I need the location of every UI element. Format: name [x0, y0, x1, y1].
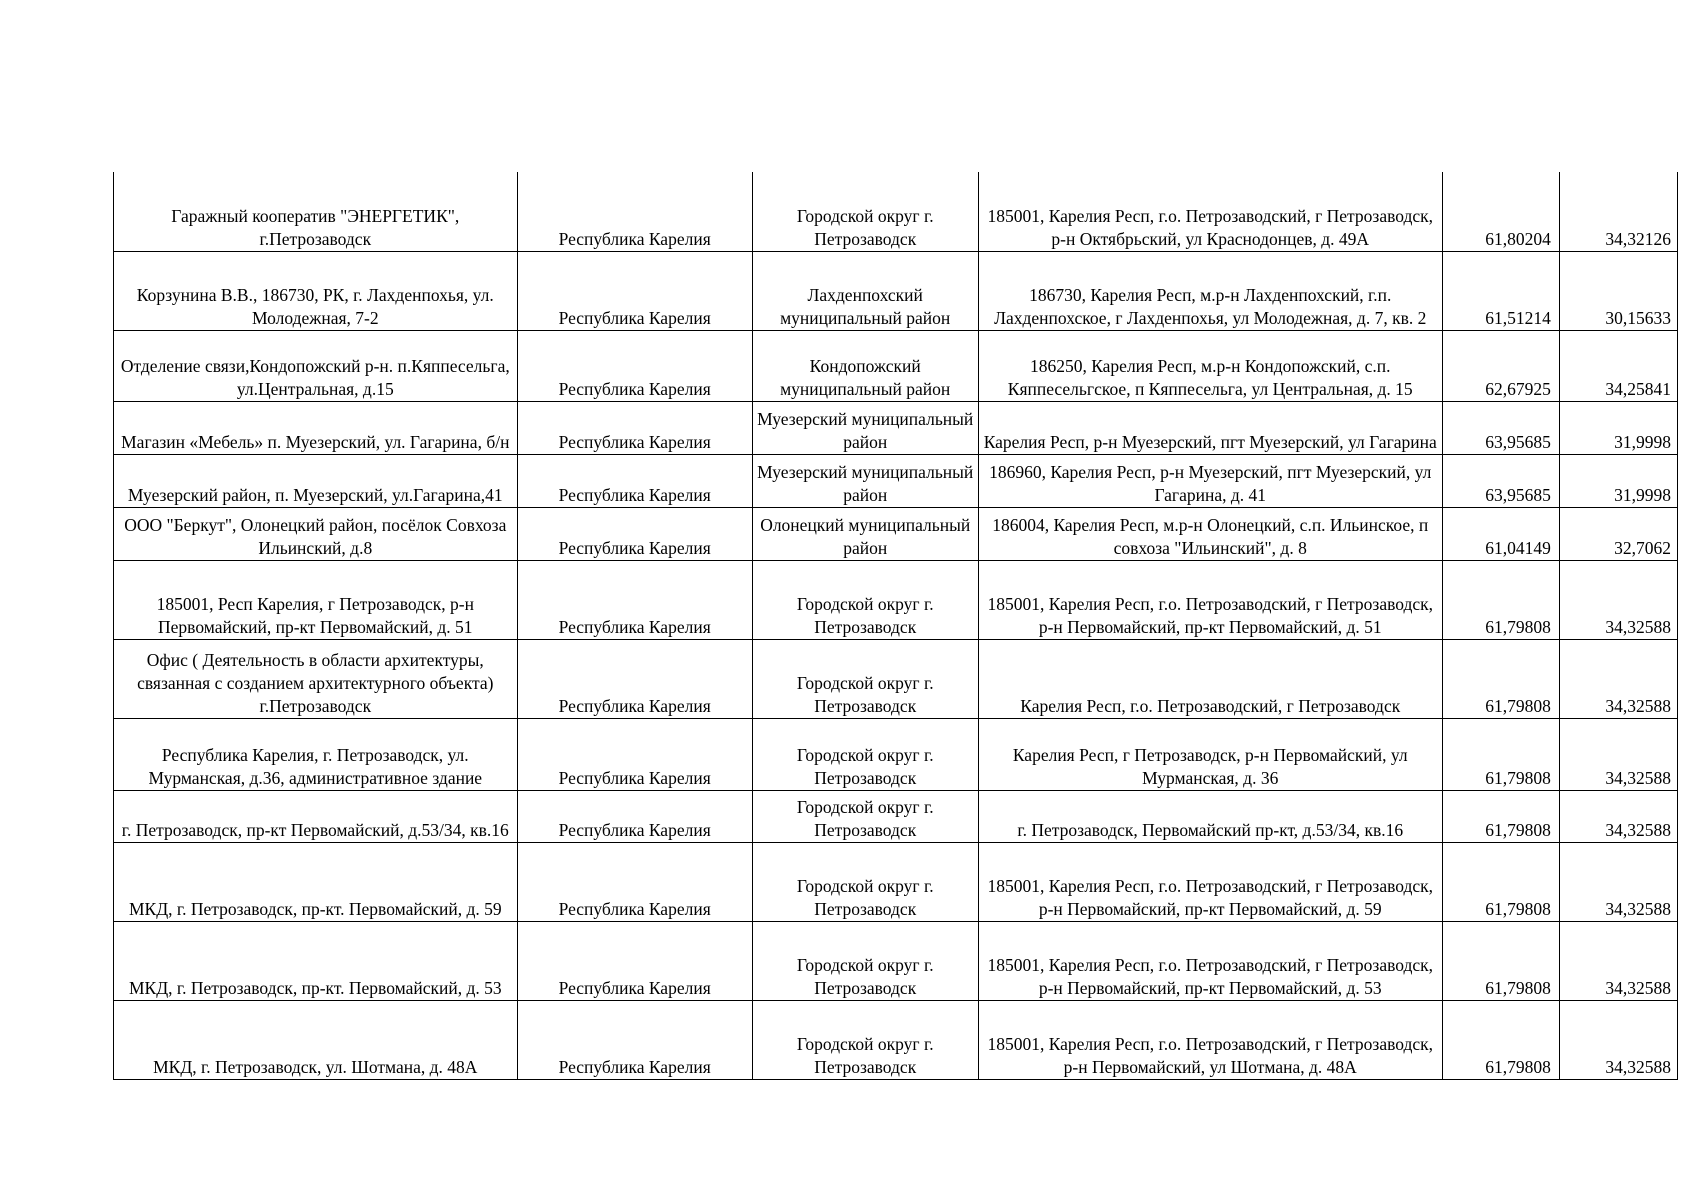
longitude-cell: 34,32588 — [1559, 842, 1677, 921]
municipality-cell: Кондопожский муниципальный район — [752, 330, 978, 401]
registry-table — [113, 172, 1678, 1080]
region-cell: Республика Карелия — [517, 842, 752, 921]
table-row — [114, 401, 1678, 454]
municipality-cell: Муезерский муниципальный район — [752, 454, 978, 507]
municipality-cell: Городской округ г. Петрозаводск — [752, 790, 978, 842]
address-cell: 185001, Карелия Респ, г.о. Петрозаводский, г Петрозаводск, р-н Первомайский, пр-кт Первомайский, д. 53 — [978, 921, 1442, 1000]
table-row — [114, 790, 1678, 842]
longitude-cell: 34,32588 — [1559, 921, 1677, 1000]
address-cell: 186250, Карелия Респ, м.р-н Кондопожский, с.п. Кяппесельгское, п Кяппесельга, ул Центральная, д. 15 — [978, 330, 1442, 401]
region-cell: Республика Карелия — [517, 251, 752, 330]
municipality-cell: Городской округ г. Петрозаводск — [752, 560, 978, 639]
longitude-cell: 34,32588 — [1559, 639, 1677, 718]
municipality-cell: Лахденпохский муниципальный район — [752, 251, 978, 330]
municipality-cell: Городской округ г. Петрозаводск — [752, 921, 978, 1000]
address-cell: Карелия Респ, р-н Муезерский, пгт Муезерский, ул Гагарина — [978, 401, 1442, 454]
region-cell: Республика Карелия — [517, 921, 752, 1000]
table-row — [114, 842, 1678, 921]
latitude-cell: 63,95685 — [1442, 401, 1559, 454]
latitude-cell: 61,79808 — [1442, 790, 1559, 842]
table-row — [114, 454, 1678, 507]
object-name-cell: Гаражный кооператив "ЭНЕРГЕТИК", г.Петрозаводск — [114, 172, 518, 251]
region-cell: Республика Карелия — [517, 172, 752, 251]
address-cell: 185001, Карелия Респ, г.о. Петрозаводский, г Петрозаводск, р-н Первомайский, ул Шотмана, д. 48А — [978, 1000, 1442, 1079]
table-row — [114, 921, 1678, 1000]
region-cell: Республика Карелия — [517, 454, 752, 507]
object-name-cell: Офис ( Деятельность в области архитектуры, связанная с созданием архитектурного объекта) г.Петрозаводск — [114, 639, 518, 718]
address-cell: г. Петрозаводск, Первомайский пр-кт, д.53/34, кв.16 — [978, 790, 1442, 842]
table-row — [114, 639, 1678, 718]
longitude-cell: 31,9998 — [1559, 401, 1677, 454]
address-cell: 185001, Карелия Респ, г.о. Петрозаводский, г Петрозаводск, р-н Первомайский, пр-кт Первомайский, д. 51 — [978, 560, 1442, 639]
object-name-cell: Республика Карелия, г. Петрозаводск, ул. Мурманская, д.36, административное здание — [114, 718, 518, 790]
region-cell: Республика Карелия — [517, 330, 752, 401]
latitude-cell: 61,79808 — [1442, 1000, 1559, 1079]
table-row — [114, 718, 1678, 790]
object-name-cell: 185001, Респ Карелия, г Петрозаводск, р-н Первомайский, пр-кт Первомайский, д. 51 — [114, 560, 518, 639]
longitude-cell: 34,32588 — [1559, 560, 1677, 639]
latitude-cell: 63,95685 — [1442, 454, 1559, 507]
municipality-cell: Городской округ г. Петрозаводск — [752, 172, 978, 251]
object-name-cell: г. Петрозаводск, пр-кт Первомайский, д.53/34, кв.16 — [114, 790, 518, 842]
address-cell: 186004, Карелия Респ, м.р-н Олонецкий, с.п. Ильинское, п совхоза "Ильинский", д. 8 — [978, 507, 1442, 560]
object-name-cell: МКД, г. Петрозаводск, ул. Шотмана, д. 48А — [114, 1000, 518, 1079]
longitude-cell: 32,7062 — [1559, 507, 1677, 560]
municipality-cell: Городской округ г. Петрозаводск — [752, 639, 978, 718]
municipality-cell: Муезерский муниципальный район — [752, 401, 978, 454]
latitude-cell: 61,79808 — [1442, 560, 1559, 639]
longitude-cell: 34,32126 — [1559, 172, 1677, 251]
latitude-cell: 61,04149 — [1442, 507, 1559, 560]
municipality-cell: Городской округ г. Петрозаводск — [752, 718, 978, 790]
table-row — [114, 507, 1678, 560]
longitude-cell: 34,25841 — [1559, 330, 1677, 401]
latitude-cell: 61,80204 — [1442, 172, 1559, 251]
table-row — [114, 1000, 1678, 1079]
longitude-cell: 31,9998 — [1559, 454, 1677, 507]
table-row — [114, 251, 1678, 330]
latitude-cell: 61,51214 — [1442, 251, 1559, 330]
address-cell: Карелия Респ, г.о. Петрозаводский, г Петрозаводск — [978, 639, 1442, 718]
latitude-cell: 61,79808 — [1442, 842, 1559, 921]
address-cell: 185001, Карелия Респ, г.о. Петрозаводский, г Петрозаводск, р-н Первомайский, пр-кт Первомайский, д. 59 — [978, 842, 1442, 921]
longitude-cell: 34,32588 — [1559, 718, 1677, 790]
longitude-cell: 34,32588 — [1559, 1000, 1677, 1079]
longitude-cell: 30,15633 — [1559, 251, 1677, 330]
region-cell: Республика Карелия — [517, 560, 752, 639]
table-row — [114, 560, 1678, 639]
object-name-cell: Отделение связи,Кондопожский р-н. п.Кяппесельга, ул.Центральная, д.15 — [114, 330, 518, 401]
table-row — [114, 330, 1678, 401]
region-cell: Республика Карелия — [517, 718, 752, 790]
address-cell: Карелия Респ, г Петрозаводск, р-н Первомайский, ул Мурманская, д. 36 — [978, 718, 1442, 790]
region-cell: Республика Карелия — [517, 790, 752, 842]
table-row — [114, 172, 1678, 251]
object-name-cell: МКД, г. Петрозаводск, пр-кт. Первомайский, д. 53 — [114, 921, 518, 1000]
region-cell: Республика Карелия — [517, 401, 752, 454]
object-name-cell: МКД, г. Петрозаводск, пр-кт. Первомайский, д. 59 — [114, 842, 518, 921]
object-name-cell: Муезерский район, п. Муезерский, ул.Гагарина,41 — [114, 454, 518, 507]
municipality-cell: Городской округ г. Петрозаводск — [752, 1000, 978, 1079]
object-name-cell: Корзунина В.В., 186730, РК, г. Лахденпохья, ул. Молодежная, 7-2 — [114, 251, 518, 330]
latitude-cell: 62,67925 — [1442, 330, 1559, 401]
address-cell: 186960, Карелия Респ, р-н Муезерский, пгт Муезерский, ул Гагарина, д. 41 — [978, 454, 1442, 507]
municipality-cell: Олонецкий муниципальный район — [752, 507, 978, 560]
region-cell: Республика Карелия — [517, 639, 752, 718]
address-cell: 186730, Карелия Респ, м.р-н Лахденпохский, г.п. Лахденпохское, г Лахденпохья, ул Молодежная, д. 7, кв. 2 — [978, 251, 1442, 330]
latitude-cell: 61,79808 — [1442, 639, 1559, 718]
address-cell: 185001, Карелия Респ, г.о. Петрозаводский, г Петрозаводск, р-н Октябрьский, ул Краснодонцев, д. 49А — [978, 172, 1442, 251]
object-name-cell: Магазин «Мебель» п. Муезерский, ул. Гагарина, б/н — [114, 401, 518, 454]
latitude-cell: 61,79808 — [1442, 718, 1559, 790]
region-cell: Республика Карелия — [517, 1000, 752, 1079]
object-name-cell: ООО "Беркут", Олонецкий район, посёлок Совхоза Ильинский, д.8 — [114, 507, 518, 560]
municipality-cell: Городской округ г. Петрозаводск — [752, 842, 978, 921]
longitude-cell: 34,32588 — [1559, 790, 1677, 842]
latitude-cell: 61,79808 — [1442, 921, 1559, 1000]
region-cell: Республика Карелия — [517, 507, 752, 560]
